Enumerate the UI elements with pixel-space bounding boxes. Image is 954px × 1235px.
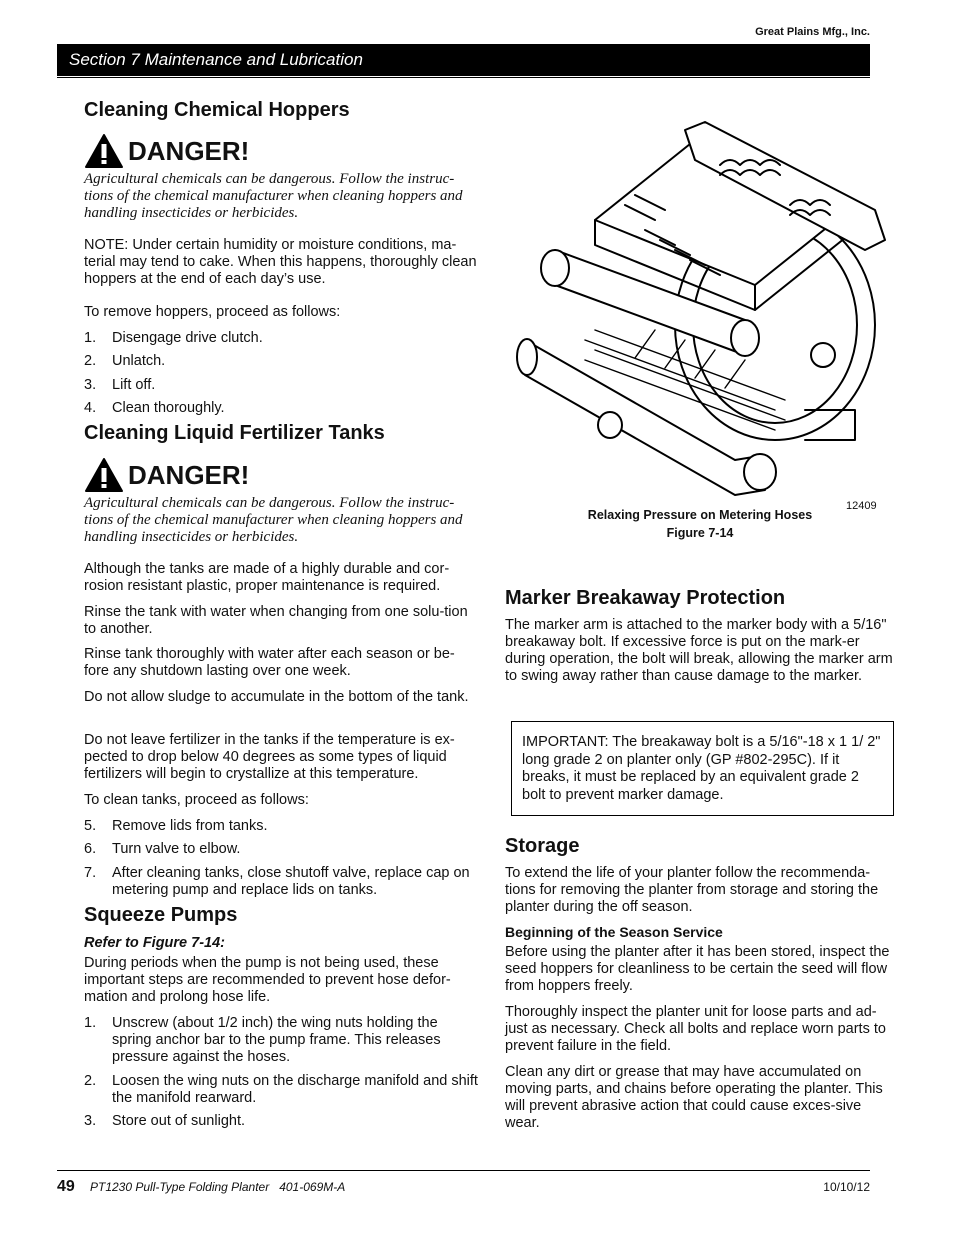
- danger-label: DANGER!: [128, 136, 250, 166]
- figure-caption-text: Relaxing Pressure on Metering Hoses: [587, 508, 813, 522]
- tanks-para: Rinse the tank with water when changing from one solu-tion to another.: [84, 604, 468, 637]
- hoppers-note: NOTE: Under certain humidity or moisture conditions, ma-terial may tend to cake. When this happens, thoroughly clean hoppers at the end of each day’s use.: [84, 237, 477, 287]
- tanks-danger-text: Agricultural chemicals can be dangerous. Follow the instruc-tions of the chemical manufacturer when cleaning hoppers and handling insecticides or herbicides.: [84, 495, 463, 545]
- storage-para: Clean any dirt or grease that may have accumulated on moving parts, and chains before operating the planter. This will prevent abrasive action that could cause exces-sive wear.: [505, 1064, 883, 1131]
- figure-number: 12409: [846, 500, 877, 512]
- list-item: 3. Lift off.: [84, 377, 156, 393]
- list-item: 2. Loosen the wing nuts on the discharge manifold and shift the manifold rearward.: [84, 1073, 478, 1106]
- list-item: 4. Clean thoroughly.: [84, 400, 225, 416]
- hoppers-title: Cleaning Chemical Hoppers: [84, 99, 350, 121]
- important-box: IMPORTANT: The breakaway bolt is a 5/16"-18 x 1 1/ 2" long grade 2 on planter only (GP #802-295C). If it breaks, it must be replaced by an equivalent grade 2 bolt to prevent marker damage.: [511, 721, 894, 816]
- storage-title: Storage: [505, 835, 580, 857]
- warning-triangle-icon: [84, 133, 124, 169]
- list-item: 7. After cleaning tanks, close shutoff valve, replace cap on metering pump and replace lids on tanks.: [84, 865, 470, 898]
- hoppers-danger: [84, 133, 249, 169]
- storage-subtitle: Beginning of the Season Service: [505, 924, 723, 940]
- tanks-para: Although the tanks are made of a highly durable and cor-rosion resistant plastic, proper maintenance is required.: [84, 561, 450, 594]
- section-header: Section 7 Maintenance and Lubrication: [57, 44, 870, 76]
- metering-pump-illustration: [505, 110, 890, 500]
- list-item: 5. Remove lids from tanks.: [84, 818, 268, 834]
- tanks-intro: To clean tanks, proceed as follows:: [84, 792, 309, 808]
- list-item: 1. Unscrew (about 1/2 inch) the wing nuts holding the spring anchor bar to the pump frame. This releases pressure against the hoses.: [84, 1015, 441, 1065]
- figure-caption: [560, 506, 840, 542]
- tanks-danger: [84, 457, 249, 493]
- list-item: 2. Unlatch.: [84, 353, 166, 369]
- tanks-para: Do not allow sludge to accumulate in the bottom of the tank.: [84, 689, 469, 705]
- list-item: 6. Turn valve to elbow.: [84, 841, 241, 857]
- warning-triangle-icon: [84, 457, 124, 493]
- footer-rule: [57, 1170, 870, 1171]
- marker-para: The marker arm is attached to the marker body with a 5/16" breakaway bolt. If excessive force is put on the mark-er during operation, the bolt will break, allowing the marker arm to swing away rather than cause damage to the marker.: [505, 617, 893, 684]
- tanks-title: Cleaning Liquid Fertilizer Tanks: [84, 422, 385, 444]
- tanks-para: Do not leave fertilizer in the tanks if the temperature is ex-pected to drop below 40 degrees as some types of liquid fertilizers will begin to crystallize at this temperature.: [84, 732, 455, 782]
- hoppers-intro: To remove hoppers, proceed as follows:: [84, 304, 341, 320]
- danger-label: DANGER!: [128, 460, 250, 490]
- list-item: 3. Store out of sunlight.: [84, 1113, 245, 1129]
- footer-date: 10/10/12: [823, 1180, 870, 1194]
- pumps-para: During periods when the pump is not being used, these important steps are recommended to prevent hose defor-mation and prolong hose life.: [84, 955, 451, 1005]
- list-item: 1. Disengage drive clutch.: [84, 330, 263, 346]
- page-number: 49: [57, 1178, 75, 1195]
- header-rule: [57, 77, 870, 78]
- pumps-refer: Refer to Figure 7-14:: [84, 935, 225, 951]
- marker-title: Marker Breakaway Protection: [505, 587, 786, 609]
- tanks-para: Rinse tank thoroughly with water after each season or be-fore any shutdown lasting over one week.: [84, 646, 455, 679]
- storage-para: To extend the life of your planter follow the recommenda-tions for removing the planter from storage and storing the planter during the off season.: [505, 865, 879, 915]
- storage-para: Thoroughly inspect the planter unit for loose parts and ad-just as necessary. Check all bolts and replace worn parts to prevent failure in the field.: [505, 1004, 886, 1054]
- hoppers-danger-text: Agricultural chemicals can be dangerous. Follow the instruc-tions of the chemical manufacturer when cleaning hoppers and handling insecticides or herbicides.: [84, 171, 463, 221]
- figure-label: Figure 7-14: [666, 526, 734, 540]
- company-name: Great Plains Mfg., Inc.: [755, 26, 870, 38]
- storage-para: Before using the planter after it has been stored, inspect the seed hoppers for cleanliness to be certain the seed will flow from hoppers freely.: [505, 944, 890, 994]
- pumps-title: Squeeze Pumps: [84, 904, 238, 926]
- footer-title: PT1230 Pull-Type Folding Planter 401-069M-A: [90, 1180, 346, 1194]
